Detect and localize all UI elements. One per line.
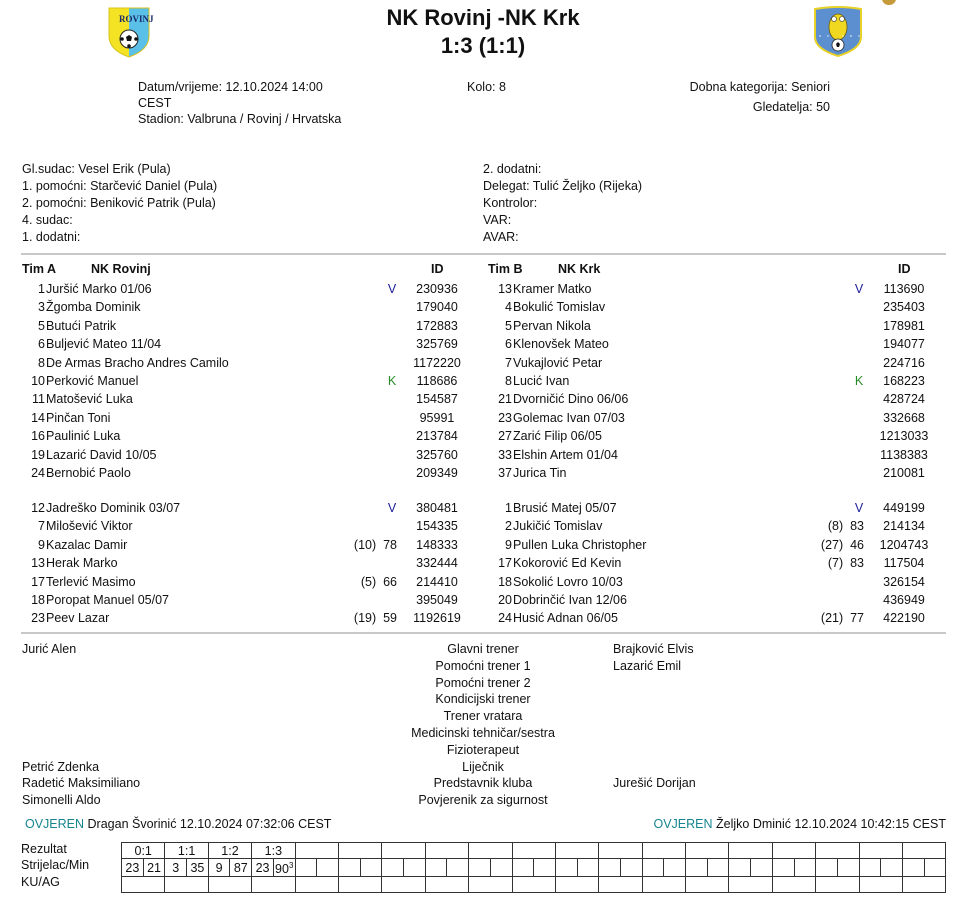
- team-b-label: Tim B: [488, 262, 523, 276]
- result-cell: [903, 843, 946, 859]
- score-grid: [121, 842, 946, 893]
- player-number: 12: [31, 501, 45, 515]
- player-id: 172883: [416, 318, 458, 333]
- minute-cell: [664, 859, 686, 877]
- player-name: Brusić Matej 05/07: [513, 501, 617, 515]
- scorer-cell: 3: [165, 859, 187, 877]
- player-name: Žgomba Dominik: [46, 300, 141, 315]
- minute-cell: [273, 859, 295, 877]
- player-name: Vukajlović Petar: [513, 355, 603, 370]
- ku-ag-cell: [252, 877, 295, 893]
- player-id: 113690: [883, 282, 925, 296]
- player-row: [0, 591, 967, 609]
- team-a-name: NK Rovinj: [91, 262, 151, 276]
- scorer-cell: [686, 859, 708, 877]
- result-cell: 0:1: [122, 843, 165, 859]
- scorer-cell: [859, 859, 881, 877]
- result-cell: [642, 843, 685, 859]
- player-number: 18: [31, 593, 45, 607]
- match-timezone: CEST: [138, 96, 172, 110]
- match-round: Kolo: 8: [467, 80, 506, 94]
- player-number: 17: [31, 574, 45, 589]
- scorer-cell: [816, 859, 838, 877]
- staff-role: Pomoćni trener 2: [435, 675, 531, 690]
- staff-role: Trener vratara: [443, 709, 523, 724]
- minute-cell: 35: [187, 859, 209, 877]
- player-number: 1: [38, 282, 45, 296]
- attendance: Gledatelja: 50: [752, 100, 830, 114]
- player-id: 179040: [416, 300, 458, 315]
- separator: [21, 632, 946, 634]
- player-id: 428724: [883, 392, 925, 407]
- scorer-cell: [555, 859, 577, 877]
- scorer-cell: [903, 859, 925, 877]
- scorer-cell: 23: [122, 859, 144, 877]
- grid-label-ku-ag: KU/AG: [21, 875, 60, 889]
- player-number: 3: [38, 300, 45, 315]
- player-number: 23: [498, 410, 512, 425]
- official-right-line: Kontrolor:: [483, 196, 538, 210]
- player-number: 6: [505, 337, 512, 352]
- grid-label-result: Rezultat: [21, 842, 67, 856]
- player-number: 7: [38, 519, 45, 534]
- player-id: 95991: [419, 410, 455, 425]
- player-row: [0, 464, 967, 482]
- minute-cell: [837, 859, 859, 877]
- result-row: [122, 843, 946, 859]
- player-number: 19: [31, 447, 45, 462]
- minute-cell: [924, 859, 946, 877]
- staff-role: Pomoćni trener 1: [435, 658, 531, 673]
- player-id: 210081: [883, 466, 925, 480]
- player-id: 332444: [416, 556, 458, 571]
- player-name: Husić Adnan 06/05: [513, 611, 618, 626]
- match-score: 1:3 (1:1): [440, 33, 526, 58]
- player-name: Zarić Filip 06/05: [513, 429, 602, 444]
- match-stadium: Stadion: Valbruna / Rovinj / Hrvatska: [138, 112, 342, 126]
- goalkeeper-mark: V: [854, 282, 864, 296]
- player-number: 14: [31, 410, 45, 425]
- player-id: 154335: [416, 519, 458, 534]
- player-name: Bernobić Paolo: [46, 466, 131, 480]
- separator: [21, 253, 946, 255]
- away-team-logo: [812, 5, 867, 57]
- player-row: [0, 517, 967, 535]
- player-id: 214134: [883, 519, 925, 534]
- player-number: 5: [38, 318, 45, 333]
- result-cell: 1:1: [165, 843, 208, 859]
- player-row: [0, 335, 967, 353]
- player-number: 18: [498, 574, 512, 589]
- captain-mark: K: [854, 374, 864, 388]
- ku-ag-cell: [165, 877, 208, 893]
- player-number: 10: [31, 374, 45, 388]
- minute-cell: [404, 859, 426, 877]
- verified-status: OVJEREN: [653, 817, 713, 831]
- player-number: 13: [31, 556, 45, 571]
- ku-ag-cell: [208, 877, 251, 893]
- player-id: 224716: [883, 355, 925, 370]
- ku-ag-cell: [729, 877, 772, 893]
- player-id: 1192619: [413, 611, 461, 626]
- away-staff-name: Lazarić Emil: [613, 658, 682, 673]
- result-cell: [599, 843, 642, 859]
- player-number: 9: [505, 537, 512, 552]
- ku-ag-cell: [338, 877, 381, 893]
- player-number: 8: [505, 374, 512, 388]
- away-staff-name: Jurešić Dorijan: [613, 776, 696, 791]
- team-b-id-header: ID: [898, 262, 911, 276]
- substitution-info: (8) 83: [827, 519, 864, 534]
- player-name: Lucić Ivan: [513, 374, 570, 388]
- player-name: Kramer Matko: [513, 282, 592, 296]
- minute-cell: [707, 859, 729, 877]
- player-number: 23: [31, 611, 45, 626]
- minute-cell: 87: [230, 859, 252, 877]
- player-name: Golemac Ivan 07/03: [513, 410, 625, 425]
- player-id: 380481: [416, 501, 458, 515]
- result-cell: [859, 843, 902, 859]
- substitution-info: (27) 46: [820, 537, 864, 552]
- player-id: 209349: [416, 466, 458, 480]
- ku-ag-row: [122, 877, 946, 893]
- player-row: [0, 536, 967, 554]
- player-name: Milošević Viktor: [46, 519, 133, 534]
- staff-role: Povjerenik za sigurnost: [418, 793, 548, 808]
- player-name: Lazarić David 10/05: [46, 447, 157, 462]
- player-name: Jurica Tin: [513, 466, 567, 480]
- player-name: Juršić Marko 01/06: [46, 282, 152, 296]
- player-number: 2: [505, 519, 512, 534]
- home-team-logo: [105, 6, 153, 58]
- scorer-cell: [772, 859, 794, 877]
- goalkeeper-mark: V: [387, 282, 397, 296]
- player-number: 9: [38, 537, 45, 552]
- player-id: 154587: [416, 392, 458, 407]
- player-name: Perković Manuel: [46, 374, 139, 388]
- staff-role: Kondicijski trener: [435, 692, 531, 707]
- player-id: 230936: [416, 282, 458, 296]
- substitution-info: (10) 78: [353, 537, 397, 552]
- ku-ag-cell: [555, 877, 598, 893]
- minute-cell: [881, 859, 903, 877]
- ku-ag-cell: [122, 877, 165, 893]
- result-cell: [729, 843, 772, 859]
- player-id: 1204743: [879, 537, 929, 552]
- player-name: Dvorničić Dino 06/06: [513, 392, 629, 407]
- goalkeeper-mark: V: [854, 501, 864, 515]
- player-number: 16: [31, 429, 45, 444]
- official-right-line: Delegat: Tulić Željko (Rijeka): [483, 179, 643, 193]
- verified-status: OVJEREN: [25, 817, 85, 831]
- player-number: 4: [505, 300, 512, 315]
- player-name: Jadreško Dominik 03/07: [46, 501, 181, 515]
- result-cell: [338, 843, 381, 859]
- scorer-cell: [295, 859, 317, 877]
- player-name: Kokorović Ed Kevin: [513, 556, 622, 571]
- result-cell: [425, 843, 468, 859]
- ku-ag-cell: [469, 877, 512, 893]
- official-left-line: 1. dodatni:: [22, 230, 81, 244]
- scorer-cell: [382, 859, 404, 877]
- minute-cell: [620, 859, 642, 877]
- player-number: 21: [498, 392, 512, 407]
- player-row: [0, 499, 967, 517]
- medal-icon: [882, 0, 896, 5]
- official-left-line: 1. pomoćni: Starčević Daniel (Pula): [22, 179, 218, 193]
- home-staff-name: Petrić Zdenka: [22, 759, 100, 774]
- player-id: 168223: [883, 374, 925, 388]
- player-number: 24: [498, 611, 512, 626]
- player-row: [0, 298, 967, 316]
- home-staff-name: Radetić Maksimiliano: [22, 776, 141, 791]
- official-left-line: Gl.sudac: Vesel Erik (Pula): [22, 162, 171, 176]
- minute-cell: [490, 859, 512, 877]
- player-name: Pinčan Toni: [46, 410, 111, 425]
- scorer-cell: [642, 859, 664, 877]
- team-b-name: NK Krk: [558, 262, 601, 276]
- player-number: 6: [38, 337, 45, 352]
- player-number: 27: [498, 429, 512, 444]
- minute-cell: [447, 859, 469, 877]
- result-cell: [295, 843, 338, 859]
- player-id: 449199: [883, 501, 925, 515]
- age-category: Dobna kategorija: Seniori: [689, 80, 830, 94]
- player-row: [0, 446, 967, 464]
- scorer-cell: [512, 859, 534, 877]
- player-id: 235403: [883, 300, 925, 315]
- substitution-info: (7) 83: [827, 556, 864, 571]
- minute-cell: [751, 859, 773, 877]
- minute-cell: [794, 859, 816, 877]
- player-id: 332668: [883, 410, 925, 425]
- official-left-line: 4. sudac:: [22, 213, 73, 227]
- player-id: 148333: [416, 537, 458, 552]
- ku-ag-cell: [642, 877, 685, 893]
- player-id: 213784: [416, 429, 458, 444]
- minute-cell: 21: [143, 859, 165, 877]
- verified-by: Dragan Švorinić 12.10.2024 07:32:06 CEST: [87, 817, 332, 831]
- goalkeeper-mark: V: [387, 501, 397, 515]
- player-name: Buljević Mateo 11/04: [46, 337, 162, 352]
- substitution-info: (21) 77: [820, 611, 864, 626]
- player-number: 33: [498, 447, 512, 462]
- player-name: Poropat Manuel 05/07: [46, 593, 170, 607]
- staff-role: Predstavnik kluba: [433, 776, 533, 791]
- ku-ag-cell: [859, 877, 902, 893]
- minute-cell: [577, 859, 599, 877]
- player-number: 5: [505, 318, 512, 333]
- minute-value: 90: [275, 862, 289, 877]
- scorer-cell: [338, 859, 360, 877]
- minute-cell: [360, 859, 382, 877]
- official-right-line: 2. dodatni:: [483, 162, 542, 176]
- ku-ag-cell: [816, 877, 859, 893]
- official-right-line: VAR:: [483, 213, 512, 227]
- result-cell: [469, 843, 512, 859]
- scorer-cell: 9: [208, 859, 230, 877]
- player-number: 7: [505, 355, 512, 370]
- player-name: Herak Marko: [46, 556, 118, 571]
- substitution-info: (5) 66: [360, 574, 397, 589]
- player-name: Terlević Masimo: [46, 574, 136, 589]
- home-logo-text: ROVINJ: [119, 14, 154, 24]
- ku-ag-cell: [512, 877, 555, 893]
- player-name: Pervan Nikola: [513, 318, 591, 333]
- player-number: 11: [32, 392, 45, 407]
- player-row: [0, 554, 967, 572]
- ku-ag-cell: [295, 877, 338, 893]
- scorer-cell: [599, 859, 621, 877]
- result-cell: 1:3: [252, 843, 295, 859]
- ku-ag-cell: [425, 877, 468, 893]
- player-row: [0, 427, 967, 445]
- player-row: [0, 317, 967, 335]
- player-id: 194077: [883, 337, 925, 352]
- player-number: 13: [498, 282, 512, 296]
- away-staff-name: Brajković Elvis: [613, 642, 694, 656]
- home-verification: [25, 817, 331, 831]
- player-row: [0, 609, 967, 627]
- player-id: 325769: [416, 337, 458, 352]
- player-name: Butući Patrik: [46, 318, 117, 333]
- scorer-cell: 23: [252, 859, 274, 877]
- scorer-cell: [729, 859, 751, 877]
- staff-role: Medicinski tehničar/sestra: [411, 726, 555, 740]
- player-number: 8: [38, 355, 45, 370]
- home-staff-name: Simonelli Aldo: [22, 793, 101, 808]
- grid-label-scorer: Strijelac/Min: [21, 858, 90, 872]
- player-id: 1138383: [880, 447, 928, 462]
- player-name: Bokulić Tomislav: [513, 300, 606, 315]
- player-number: 1: [505, 501, 512, 515]
- substitution-info: (19) 59: [353, 611, 397, 626]
- player-row: [0, 390, 967, 408]
- result-cell: [686, 843, 729, 859]
- ku-ag-cell: [903, 877, 946, 893]
- player-row: [0, 280, 967, 298]
- player-name: Elshin Artem 01/04: [513, 447, 618, 462]
- player-name: Dobrinčić Ivan 12/06: [513, 593, 627, 607]
- player-id: 1172220: [413, 355, 461, 370]
- result-cell: [816, 843, 859, 859]
- added-time: 3: [288, 861, 294, 870]
- result-cell: [555, 843, 598, 859]
- player-name: Kazalac Damir: [46, 537, 128, 552]
- staff-role: Fizioterapeut: [446, 742, 520, 757]
- player-id: 422190: [883, 611, 925, 626]
- player-id: 326154: [883, 574, 925, 589]
- player-name: Peev Lazar: [46, 611, 110, 626]
- result-cell: [512, 843, 555, 859]
- official-left-line: 2. pomoćni: Beniković Patrik (Pula): [22, 196, 216, 210]
- player-name: Klenovšek Mateo: [513, 337, 609, 352]
- scorer-row: [122, 859, 946, 877]
- match-datetime: Datum/vrijeme: 12.10.2024 14:00: [138, 80, 323, 94]
- player-row: [0, 372, 967, 390]
- home-staff-name: Jurić Alen: [22, 642, 77, 656]
- result-cell: [772, 843, 815, 859]
- player-id: 395049: [416, 593, 458, 607]
- player-id: 214410: [416, 574, 458, 589]
- verified-by: Željko Dminić 12.10.2024 10:42:15 CEST: [716, 817, 946, 831]
- match-title: NK Rovinj -NK Krk: [386, 5, 580, 30]
- ku-ag-cell: [382, 877, 425, 893]
- scorer-cell: [425, 859, 447, 877]
- staff-role: Liječnik: [462, 759, 504, 774]
- player-id: 436949: [883, 593, 925, 607]
- player-number: 24: [31, 466, 45, 480]
- ku-ag-cell: [686, 877, 729, 893]
- player-id: 1213033: [879, 429, 929, 444]
- player-id: 118686: [416, 374, 458, 388]
- away-logo-text: NK KRK: [819, 34, 867, 38]
- player-name: Matošević Luka: [46, 392, 133, 407]
- captain-mark: K: [387, 374, 397, 388]
- ku-ag-cell: [599, 877, 642, 893]
- minute-cell: [534, 859, 556, 877]
- player-name: De Armas Bracho Andres Camilo: [46, 355, 229, 370]
- player-id: 178981: [883, 318, 925, 333]
- player-name: Pullen Luka Christopher: [513, 537, 647, 552]
- player-number: 17: [498, 556, 512, 571]
- player-row: [0, 573, 967, 591]
- away-verification: [653, 817, 946, 831]
- player-id: 325760: [416, 447, 458, 462]
- result-cell: [382, 843, 425, 859]
- player-row: [0, 354, 967, 372]
- result-cell: 1:2: [208, 843, 251, 859]
- team-a-id-header: ID: [431, 262, 444, 276]
- player-name: Paulinić Luka: [46, 429, 121, 444]
- official-right-line: AVAR:: [483, 230, 519, 244]
- scorer-cell: [469, 859, 491, 877]
- player-row: [0, 409, 967, 427]
- minute-cell: [317, 859, 339, 877]
- player-name: Jukičić Tomislav: [513, 519, 603, 534]
- player-number: 37: [498, 466, 512, 480]
- player-id: 117504: [883, 556, 925, 571]
- player-number: 20: [498, 593, 512, 607]
- ku-ag-cell: [772, 877, 815, 893]
- player-name: Sokolić Lovro 10/03: [513, 574, 623, 589]
- staff-role: Glavni trener: [447, 642, 519, 656]
- team-a-label: Tim A: [22, 262, 57, 276]
